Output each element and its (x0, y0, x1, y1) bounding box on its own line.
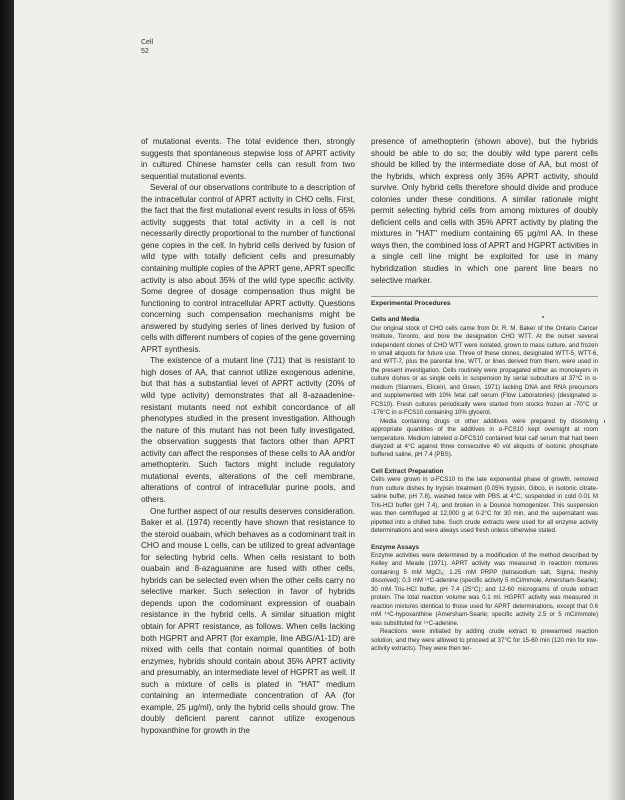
methods-paragraph: Media containing drugs or other additives were prepared by dissolving appropriate quantities of the additives in α-FCS10 kept overnight at room temperature. Medium labeled α-DFCS10 contained fetal calf serum that had been dialyzed at 4°C against three consecutive 40 vol aliquots of isotonic phosphate buffered saline, pH 7.4 (PBS). (371, 417, 598, 459)
page-number: 52 (141, 48, 149, 55)
methods-paragraph: Our original stock of CHO cells came from Dr. R. M. Baker of the Ontario Cancer Institute, Toronto, and bore the designation CHO WTT. At the outset several independent clones of CHO WTT were isolated, grown to mass culture, and frozen in small aliquots for future use. Three of these clones, designated WTT-5, WTT-6, and WTT-7, plus the parental line, WTT, or lines derived from them, were used in the present investigation. Cells routinely were propagated either as monolayers in culture dishes or as single cells in suspension by serial subculture at 37°C in α-medium (Stanners, Eliceiri, and Green, 1971) lacking DNA and RNA precursors and supplemented with 10% fetal calf serum (Flow Laboratories) (designated α-FCS10). Fresh cultures periodically were started from stocks frozen at -70°C or -176°C in α-FCS10 containing 10% glycerol. (371, 324, 598, 417)
journal-name: Cell (141, 39, 154, 46)
scan-speck (542, 316, 544, 318)
scan-border-left (0, 0, 14, 800)
subsection-heading: Enzyme Assays (371, 543, 420, 551)
body-paragraph: One further aspect of our results deserves consideration. Baker et al. (1974) recently have shown that resistance to the steroid ouabain, which behaves as a codominant trait in CHO and mouse L cells, can be utilized to great advantage for selecting hybrid cells. When cells resistant to both ouabain and 8-azaguanine are fused with other cells, hybrids can be selected even when the other cells carry no selective marker. Such selection in favor of hybrids depends upon the codominant expression of ouabain resistance in the hybrid cells. A similar situation might obtain for APRT resistance, as follows. When cells lacking both HGPRT and APRT (for example, line ABG/A1-1D) are mixed with cells that contain normal quantities of both enzymes, hybrids should contain about 35% APRT activity and presumably, an intermediate level of HGPRT as well. If such a mixture of cells is plated in "HAT" medium containing an intermediate concentration of AA (for example, 25 μg/ml), only the hybrid cells should grow. The doubly deficient parent cannot utilize exogenous hypoxanthine for growth in the (141, 506, 355, 735)
running-head (141, 38, 153, 56)
section-title: Experimental Procedures (371, 300, 451, 308)
body-paragraph: Several of our observations contribute to a description of the intracellular control of APRT activity in CHO cells. First, the fact that the first mutational event results in loss of 65% activity suggests that total activity in a cell is not necessarily directly proportional to the number of functional gene copies in the cell. In hybrid cells derived by fusion of wild type with totally deficient cells and presumably containing multiple copies of the APRT gene, APRT specific activity is also about 35% of the wild type specific activity. Some degree of dosage compensation thus might be functioning to control intracellular APRT activity. Questions concerning such compensation mechanisms might be answered by studying series of lines derived by fusion of cells with different numbers of copies of the gene governing APRT synthesis. (141, 183, 355, 354)
body-paragraph: The existence of a mutant line (7J1) that is resistant to high doses of AA, that cannot utilize exogenous adenine, but that has a substantial level of APRT activity (20% of wild type activity) demonstrates that all 8-azaadenine-resistant mutants need not exhibit concordance of all phenotypes studied in the present investigation. Although the nature of this mutant has not been fully investigated, the observation suggests that factors other than APRT activity can affect the responses of these cells to AA and/or amethopterin. Such factors might include regulatory mutational events, alterations of the cell membrane, alterations of control of intracellular purine pools, and others. (141, 356, 355, 504)
methods-paragraph: Cells were grown in α-FCS10 to the late exponential phase of growth, removed from culture dishes by trypsin treatment (0.05% trypsin, Gibco, in isotonic citrate-saline buffer, pH 7.8), washed twice with PBS at 4°C, suspended in cold 0.01 M Tris-HCl buffer (pH 7.4), and broken in a Dounce homogenizer. This suspension was then centrifuged at 12,000 g at 0-2°C for 30 min, and the supernatant was pipetted into a chilled tube. Such crude extracts were used for all enzyme activity determinations and were always used fresh unless otherwise stated. (371, 476, 598, 535)
body-paragraph: presence of amethopterin (shown above), but the hybrids should be able to do so; the doubly wild type parent cells should be killed by the intermediate dose of AA, but most of the hybrids, which express only 35% APRT activity, should survive. Only hybrid cells therefore should divide and produce colonies under these conditions. A similar rationale might permit selecting hybrid cells from among mixtures of doubly deficient cells and cells with 35% APRT activity by plating the mixtures in "HAT" medium containing 65 μg/ml AA. In these ways then, the combined loss of APRT and HGPRT activities in a single cell line might be exploited for use in many hybridization studies in which one parent line bears no selective marker. (371, 137, 599, 285)
left-column (141, 136, 355, 736)
journal-page (14, 0, 625, 800)
right-column (371, 136, 598, 653)
subsection-heading: Cells and Media (371, 316, 420, 324)
subsection-heading: Cell Extract Preparation (371, 467, 444, 475)
scan-speck (604, 420, 605, 423)
methods-paragraph: Enzyme activities were determined by a modification of the method described by Kelley and Meade (1971). APRT activity was measured in reaction mixtures containing 5 mM MgCl₂; 1.25 mM PRPP (tetrasodium salt, Sigma; freshly dissolved); 0.3 mM ¹⁴C-adenine (specific activity 5 mCi/mmole, Amersham-Searle); 30 mM Tris-HCl buffer, pH 7.4 (25°C); and 12-60 micrograms of crude extract protein. The total reaction volume was 0.1 ml. HGPRT activity was measured in reaction mixtures identical to those used for APRT determinations, except that 0.6 mM ¹⁴C-hypoxanthine (Amersham-Searle; specific activity 2.5 or 5 mCi/mmole) was substituted for ¹⁴C-adenine. (371, 552, 598, 627)
methods-paragraph: Reactions were initiated by adding crude extract to prewarmed reaction solution, and they were allowed to proceed at 37°C for 15-60 min (120 min for low-activity extracts). They were then ter- (371, 628, 598, 653)
body-paragraph: of mutational events. The total evidence then, strongly suggests that spontaneous stepwise loss of APRT activity in cultured Chinese hamster cells can result from two sequential mutational events. (141, 137, 355, 181)
